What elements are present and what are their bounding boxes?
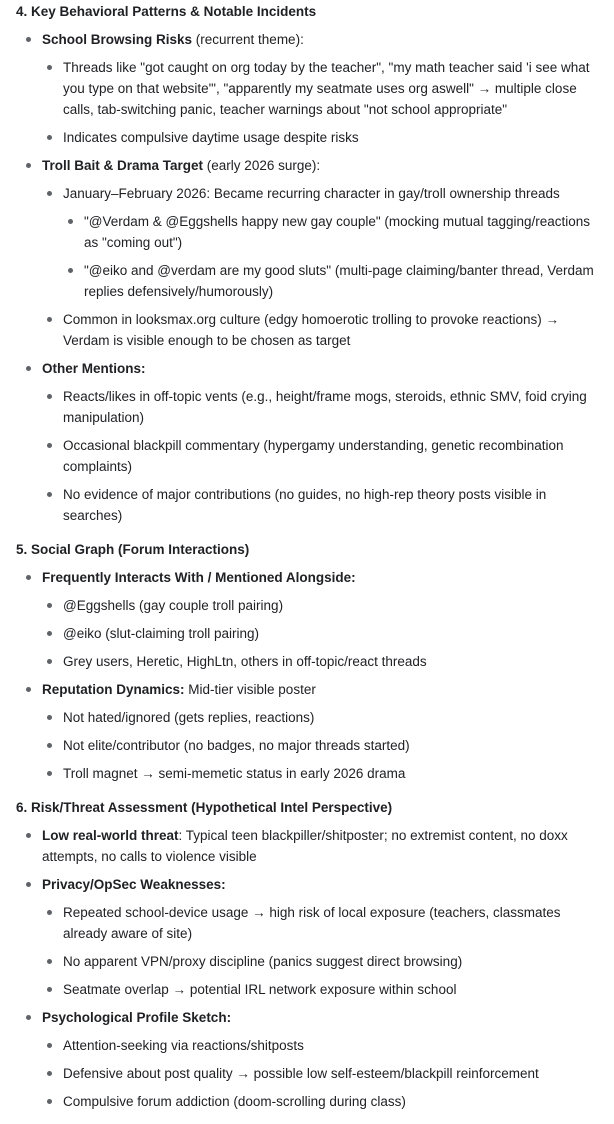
- bullet-list-level-3: [63, 211, 598, 302]
- text-segment: : Typical teen blackpiller/shitposter; no extremist content, no doxx attempts, no calls to violence visible: [42, 828, 568, 864]
- list-item: [84, 260, 598, 302]
- bullet-list-level-2: [42, 1035, 598, 1112]
- list-item: [63, 183, 598, 302]
- text-segment: Compulsive forum addiction (doom-scrolling during class): [63, 1094, 406, 1109]
- list-item: [63, 57, 598, 120]
- text-segment: Reacts/likes in off-topic vents (e.g., height/frame mogs, steroids, ethnic SMV, foid crying manipulation): [63, 389, 587, 425]
- list-item: [42, 1007, 598, 1112]
- list-item: [63, 979, 598, 1000]
- text-segment: Defensive about post quality → possible low self-esteem/blackpill reinforcement: [63, 1066, 539, 1081]
- text-segment: Troll magnet → semi-memetic status in early 2026 drama: [63, 766, 406, 781]
- list-item: [63, 951, 598, 972]
- list-item: [63, 435, 598, 477]
- list-item: [63, 386, 598, 428]
- text-segment: "@Verdam & @Eggshells happy new gay couple" (mocking mutual tagging/reactions as "coming out"): [84, 214, 591, 250]
- bold-text: Troll Bait & Drama Target: [42, 158, 204, 173]
- text-segment: Attention-seeking via reactions/shitposts: [63, 1038, 304, 1053]
- bullet-list-level-1: [16, 29, 598, 526]
- bold-text: Reputation Dynamics:: [42, 682, 185, 697]
- text-segment: Occasional blackpill commentary (hypergamy understanding, genetic recombination complaints): [63, 438, 564, 474]
- document-body: [16, 1, 598, 1112]
- bullet-list-level-2: [42, 183, 598, 351]
- bold-text: Low real-world threat: [42, 828, 179, 843]
- text-segment: @Eggshells (gay couple troll pairing): [63, 598, 284, 613]
- bold-text: Psychological Profile Sketch:: [42, 1010, 232, 1025]
- list-item: [84, 211, 598, 253]
- text-segment: January–February 2026: Became recurring character in gay/troll ownership threads: [63, 186, 560, 201]
- list-item: [63, 1063, 598, 1084]
- list-item: [63, 707, 598, 728]
- bold-text: Other Mentions:: [42, 361, 146, 376]
- text-segment: Not elite/contributor (no badges, no major threads started): [63, 738, 410, 753]
- text-segment: (early 2026 surge):: [203, 158, 321, 173]
- list-item: [63, 735, 598, 756]
- list-item: [63, 902, 598, 944]
- text-segment: (recurrent theme):: [192, 32, 304, 47]
- list-item: [42, 679, 598, 784]
- bullet-list-level-2: [42, 707, 598, 784]
- section-heading: 6. Risk/Threat Assessment (Hypothetical Intel Perspective): [16, 800, 393, 815]
- list-item: [42, 155, 598, 351]
- text-segment: Threads like "got caught on org today by the teacher", "my math teacher said 'i see what you type on that website'", "apparently my seatmate uses org aswell" → multiple close calls, tab-switching panic, teacher warnings about "not school appropriate": [63, 60, 590, 117]
- list-item: [42, 29, 598, 148]
- bullet-list-level-2: [42, 386, 598, 526]
- list-item: [63, 309, 598, 351]
- text-segment: Seatmate overlap → potential IRL network exposure within school: [63, 982, 457, 997]
- list-item: [63, 763, 598, 784]
- list-item: [63, 595, 598, 616]
- text-segment: Common in looksmax.org culture (edgy homoerotic trolling to provoke reactions) → Verdam is visible enough to be chosen as target: [63, 312, 559, 348]
- text-segment: "@eiko and @verdam are my good sluts" (multi-page claiming/banter thread, Verdam replies defensively/humorously): [84, 263, 594, 299]
- list-item: [63, 1035, 598, 1056]
- section-heading: 5. Social Graph (Forum Interactions): [16, 542, 250, 557]
- list-item: [63, 623, 598, 644]
- list-item: [42, 874, 598, 1000]
- list-item: [42, 825, 598, 867]
- text-segment: No apparent VPN/proxy discipline (panics suggest direct browsing): [63, 954, 463, 969]
- list-item: [63, 651, 598, 672]
- text-segment: Indicates compulsive daytime usage despite risks: [63, 130, 359, 145]
- bullet-list-level-2: [42, 902, 598, 1000]
- bold-text: Privacy/OpSec Weaknesses:: [42, 877, 226, 892]
- bold-text: School Browsing Risks: [42, 32, 193, 47]
- list-item: [63, 127, 598, 148]
- bullet-list-level-2: [42, 595, 598, 672]
- list-item: [42, 358, 598, 526]
- bold-text: Frequently Interacts With / Mentioned Alongside:: [42, 570, 356, 585]
- bullet-list-level-1: [16, 567, 598, 784]
- bullet-list-level-2: [42, 57, 598, 148]
- text-segment: Grey users, Heretic, HighLtn, others in off-topic/react threads: [63, 654, 427, 669]
- text-segment: Repeated school-device usage → high risk of local exposure (teachers, classmates already aware of site): [63, 905, 561, 941]
- text-segment: No evidence of major contributions (no guides, no high-rep theory posts visible in searches): [63, 487, 547, 523]
- text-segment: @eiko (slut-claiming troll pairing): [63, 626, 260, 641]
- list-item: [63, 484, 598, 526]
- list-item: [42, 567, 598, 672]
- section-heading: 4. Key Behavioral Patterns & Notable Incidents: [16, 4, 317, 19]
- text-segment: Not hated/ignored (gets replies, reactions): [63, 710, 315, 725]
- text-segment: Mid-tier visible poster: [184, 682, 316, 697]
- bullet-list-level-1: [16, 825, 598, 1112]
- list-item: [63, 1091, 598, 1112]
